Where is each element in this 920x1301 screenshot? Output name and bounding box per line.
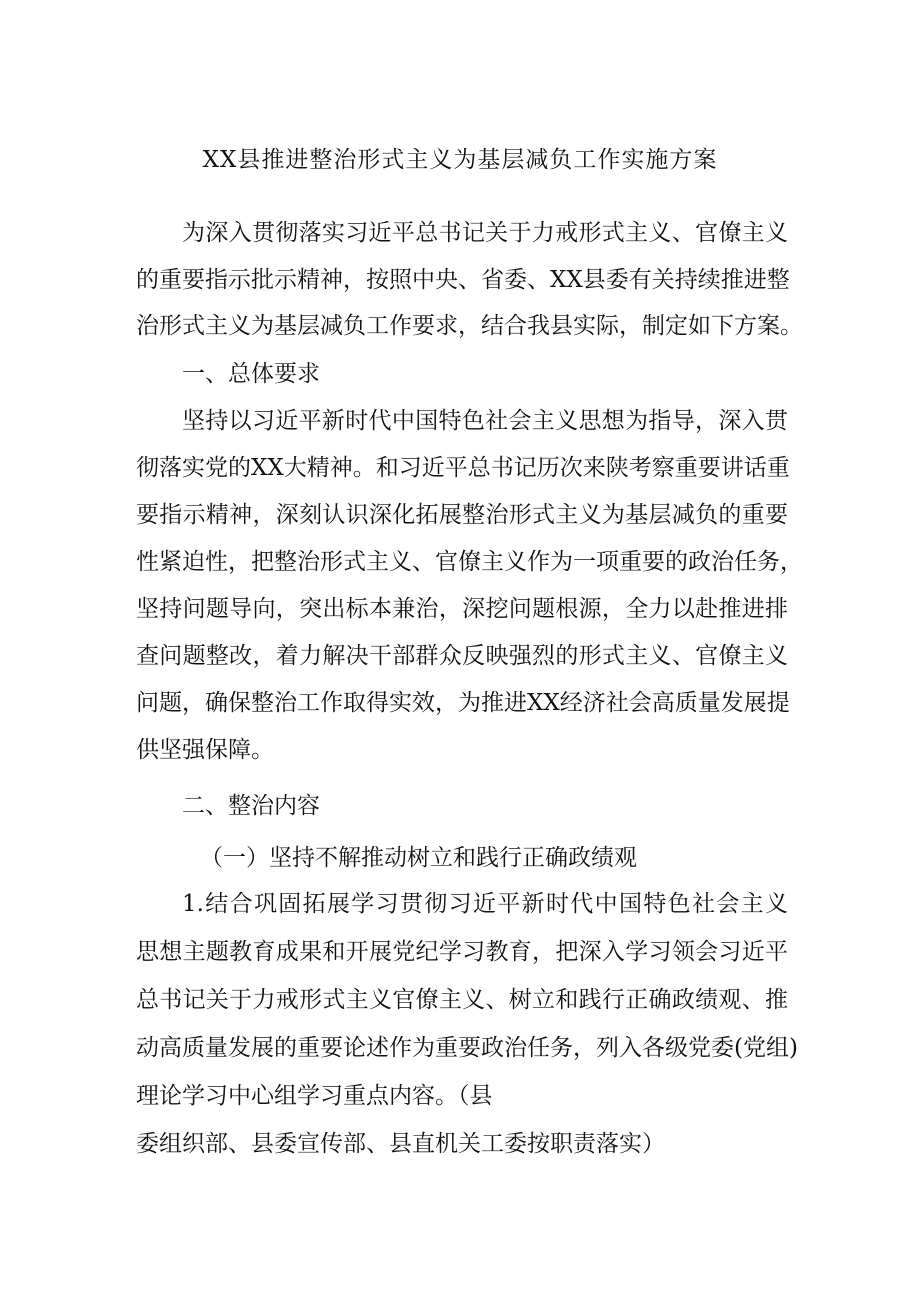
section-heading: 二、整治内容 (182, 793, 320, 819)
text-line: 问题，确保整治工作取得实效，为推进XX经济社会高质量发展提 (136, 690, 790, 716)
text-line: 总书记关于力戒形式主义官僚主义、树立和践行正确政绩观、推 (136, 987, 788, 1013)
text-line: 理论学习中心组学习重点内容。（县 (136, 1083, 493, 1109)
text-line: 要指示精神，深刻认识深化拓展整治形式主义为基层减负的重要 (136, 502, 788, 528)
text-line: 彻落实党的XX大精神。和习近平总书记历次来陕考察重要讲话重 (136, 455, 790, 481)
text-line: 思想主题教育成果和开展党纪学习教育，把深入学习领会习近平 (136, 939, 788, 965)
text-line: 性紧迫性，把整治形式主义、官僚主义作为一项重要的政治任务， (136, 549, 803, 575)
subsection-heading: （一）坚持不解推动树立和践行正确政绩观 (200, 845, 637, 871)
text-line: 供坚强保障。 (136, 737, 274, 763)
text-line: 的重要指示批示精神，按照中央、省委、XX县委有关持续推进整 (136, 267, 790, 293)
text-line: 委组织部、县委宣传部、县直机关工委按职责落实） (136, 1131, 665, 1157)
text-line: 坚持问题导向，突出标本兼治，深挖问题根源，全力以赴推进排 (136, 596, 788, 622)
text-line: 1.结合巩固拓展学习贯彻习近平新时代中国特色社会主义 (182, 891, 788, 917)
text-line: 坚持以习近平新时代中国特色社会主义思想为指导，深入贯 (182, 408, 788, 434)
text-line: 为深入贯彻落实习近平总书记关于力戒形式主义、官僚主义 (182, 220, 788, 246)
section-heading: 一、总体要求 (182, 361, 320, 387)
text-line: 治形式主义为基层减负工作要求，结合我县实际，制定如下方案。 (136, 313, 803, 339)
text-line: 动高质量发展的重要论述作为重要政治任务，列入各级党委(党组) (136, 1035, 798, 1061)
document-title: XX县推进整治形式主义为基层减负工作实施方案 (202, 147, 718, 173)
text-line: 查问题整改，着力解决干部群众反映强烈的形式主义、官僚主义 (136, 643, 788, 669)
